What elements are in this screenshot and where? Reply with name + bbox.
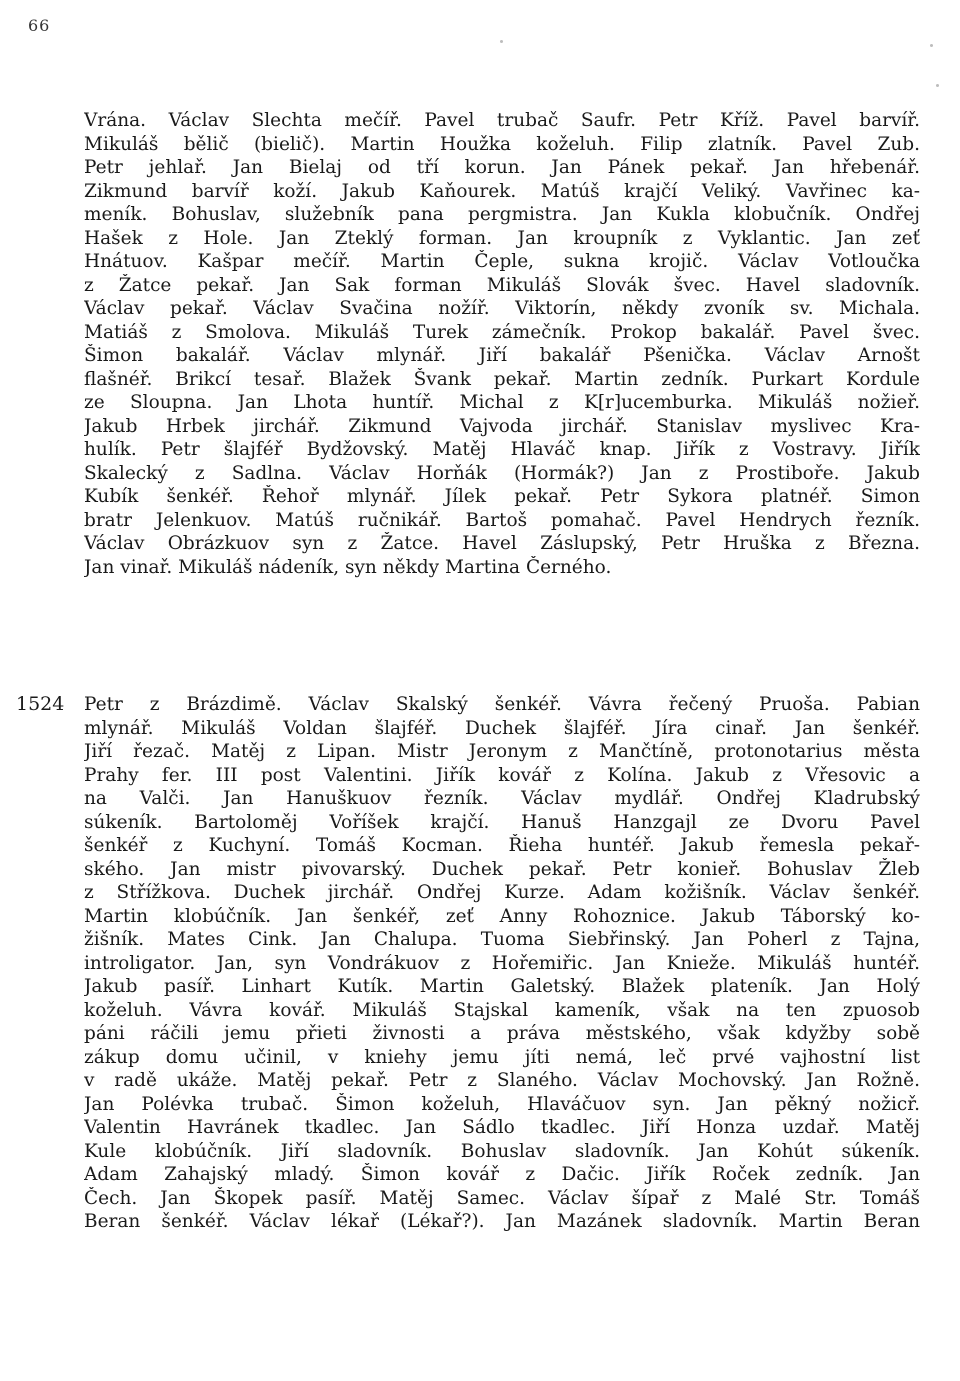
- text-line: Hnátuov. Kašpar mečíř. Martin Čeple, sukna krojič. Václav Votloučka: [84, 251, 920, 272]
- text-line: Kubík šenkéř. Řehoř mlynář. Jílek pekař. Petr Sykora platnéř. Simon: [84, 486, 920, 507]
- paragraph-1: [84, 109, 920, 579]
- text-line: flašnéř. Brikcí tesař. Blažek Švank pekař. Martin zedník. Purkart Kordule: [84, 368, 920, 390]
- text-line: páni ráčili jemu přieti živnosti a práva městského, však kdyžby sobě: [84, 1023, 920, 1044]
- text-line: introligator. Jan, syn Vondrákuov z Hořemiřic. Jan Knieže. Mikuláš huntéř.: [84, 952, 920, 974]
- text-line: šenkéř z Kuchyní. Tomáš Kocman. Řieha huntéř. Jakub řemesla pekař-: [84, 835, 920, 856]
- year-label: 1524: [16, 693, 65, 715]
- text-line: Šimon bakalář. Václav mlynář. Jiří bakalář Pšenička. Václav Arnošt: [84, 345, 920, 366]
- text-line: Jakub Hrbek jirchář. Zikmund Vajvoda jirchář. Stanislav myslivec Kra-: [84, 415, 920, 437]
- text-line: hulík. Petr šlajféř Bydžovský. Matěj Hlaváč knap. Jiřík z Vostravy. Jiřík: [84, 439, 920, 460]
- text-line: meník. Bohuslav, služebník pana pergmistra. Jan Kukla klobučník. Ondřej: [84, 204, 920, 225]
- text-line: Čech. Jan Škopek pasíř. Matěj Samec. Václav šípař z Malé Str. Tomáš: [84, 1187, 920, 1209]
- text-line: Jan vinař. Mikuláš nádeník, syn někdy Martina Černého.: [84, 556, 612, 578]
- print-speck: [930, 44, 933, 47]
- text-line: Petr z Brázdimě. Václav Skalský šenkéř. Vávra řečený Pruoša. Pabian: [84, 694, 920, 715]
- page-number: 66: [28, 16, 51, 35]
- text-line: Jan Polévka trubač. Šimon koželuh, Hlaváčuov syn. Jan pěkný nožicř.: [84, 1093, 920, 1115]
- text-line: zákup domu učinil, v kniehy jemu jíti nemá, leč prvé vajhostní list: [84, 1046, 920, 1068]
- text-line: Kule klobúčník. Jiří sladovník. Bohuslav sladovník. Jan Kohút súkeník.: [84, 1140, 920, 1162]
- text-line: Vrána. Václav Slechta mečíř. Pavel trubač Saufr. Petr Kříž. Pavel barvíř.: [84, 110, 920, 131]
- paragraph-2: [84, 693, 920, 1234]
- text-line: Adam Zahajský mladý. Šimon kovář z Dačic. Jiřík Roček zedník. Jan: [84, 1164, 920, 1185]
- text-line: bratr Jelenkuov. Matúš ručnikář. Bartoš pomahač. Pavel Hendrych řezník.: [84, 509, 920, 531]
- text-line: žišník. Mates Cink. Jan Chalupa. Tuoma Siebřinský. Jan Poherl z Tajna,: [84, 929, 920, 950]
- text-line: Václav Obrázkuov syn z Žatce. Havel Záslupský, Petr Hruška z Března.: [84, 533, 920, 554]
- text-line: Valentin Havránek tkadlec. Jan Sádlo tkadlec. Jiří Honza uzdař. Matěj: [84, 1117, 920, 1138]
- text-line: Matiáš z Smolova. Mikuláš Turek zámečník. Prokop bakalář. Pavel švec.: [84, 321, 920, 343]
- print-speck: [500, 40, 503, 43]
- text-line: ského. Jan mistr pivovarský. Duchek pekař. Petr konieř. Bohuslav Žleb: [84, 858, 920, 880]
- text-line: Petr jehlař. Jan Bielaj od tří korun. Jan Pánek pekař. Jan hřebenář.: [84, 157, 920, 178]
- text-line: Martin klobúčník. Jan šenkéř, zeť Anny Rohoznice. Jakub Táborský ko-: [84, 905, 920, 927]
- text-line: Beran šenkéř. Václav lékař (Lékař?). Jan Mazánek sladovník. Martin Beran: [84, 1211, 920, 1232]
- text-line: Prahy fer. III post Valentini. Jiřík kovář z Kolína. Jakub z Vřesovic a: [84, 764, 920, 786]
- text-line: koželuh. Vávra kovář. Mikuláš Stajskal kameník, však na ten zpuosob: [84, 999, 920, 1021]
- text-line: Václav pekař. Václav Svačina nožíř. Viktorín, někdy zvoník sv. Michala.: [84, 298, 920, 319]
- text-line: Mikuláš bělič (bielič). Martin Houžka koželuh. Filip zlatník. Pavel Zub.: [84, 133, 920, 155]
- text-line: v radě ukáže. Matěj pekař. Petr z Slaného. Václav Mochovský. Jan Rožně.: [84, 1070, 920, 1091]
- text-line: Hašek z Hole. Jan Zteklý forman. Jan kroupník z Vyklantic. Jan zeť: [84, 227, 920, 249]
- print-speck: [936, 84, 939, 87]
- text-line: Skalecký z Sadlna. Václav Horňák (Hormák?) Jan z Prostiboře. Jakub: [84, 462, 920, 484]
- text-line: ze Sloupna. Jan Lhota huntíř. Michal z K[r]ucemburka. Mikuláš nožieř.: [84, 392, 920, 413]
- text-line: z Žatce pekař. Jan Sak forman Mikuláš Slovák švec. Havel sladovník.: [84, 274, 920, 296]
- text-line: na Valči. Jan Hanuškuov řezník. Václav mydlář. Ondřej Kladrubský: [84, 788, 920, 809]
- text-line: Jakub pasíř. Linhart Kutík. Martin Galetský. Blažek plateník. Jan Holý: [84, 976, 920, 997]
- text-line: z Střížkova. Duchek jirchář. Ondřej Kurze. Adam kožišník. Václav šenkéř.: [84, 882, 920, 903]
- text-line: Jiří řezač. Matěj z Lipan. Mistr Jeronym z Mančtíně, protonotarius města: [84, 741, 920, 762]
- text-line: Zikmund barvíř koží. Jakub Kaňourek. Matúš krajčí Veliký. Vavřinec ka-: [84, 180, 920, 202]
- text-line: súkeník. Bartoloměj Voříšek krajčí. Hanuš Hanzgajl ze Dvoru Pavel: [84, 811, 920, 833]
- text-line: mlynář. Mikuláš Voldan šlajféř. Duchek šlajféř. Jíra cinař. Jan šenkéř.: [84, 717, 920, 739]
